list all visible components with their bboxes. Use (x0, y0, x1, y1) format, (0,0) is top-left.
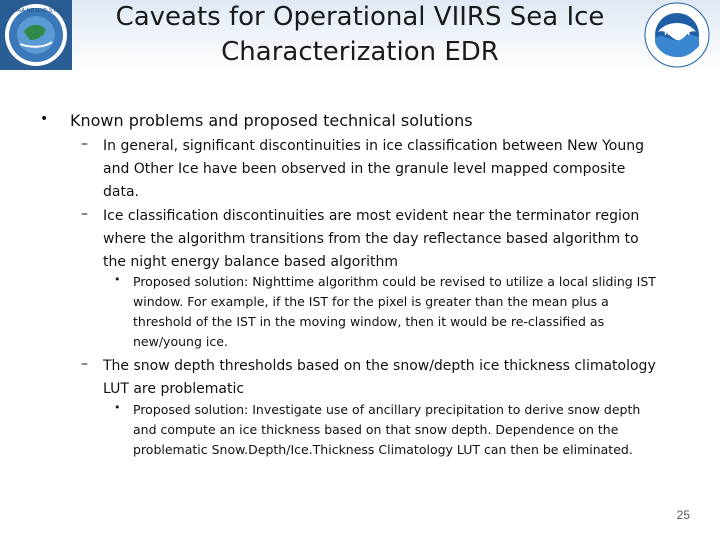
sub-bullet-dot: • (114, 273, 121, 286)
item-1-line: In general, significant discontinuities in ice classification between New Young (103, 138, 644, 154)
item-3-line: LUT are problematic (103, 381, 245, 397)
item-1-text (103, 135, 644, 204)
item-2-solution-line: new/young ice. (133, 334, 228, 349)
item-2-solution-line: window. For example, if the IST for the pixel is greater than the mean plus a (133, 294, 609, 309)
dash-marker: – (81, 356, 88, 372)
item-3-solution (133, 400, 640, 460)
item-2-line: Ice classification discontinuities are most evident near the terminator region (103, 208, 640, 224)
noaa-logo-text: NOAA (664, 28, 690, 37)
item-2-line: the night energy balance based algorithm (103, 254, 398, 270)
dash-marker: – (81, 136, 88, 152)
item-2-text (103, 205, 639, 274)
item-2-solution-line: threshold of the IST in the moving window, then it would be re-classified as (133, 314, 605, 329)
bullet-dot: • (40, 111, 49, 127)
item-3-line: The snow depth thresholds based on the snow/depth ice thickness climatology (103, 358, 656, 374)
item-3-solution-line: Proposed solution: Investigate use of ancillary precipitation to derive snow depth (133, 402, 641, 417)
item-3-solution-line: problematic Snow.Depth/Ice.Thickness Climatology LUT can then be eliminated. (133, 442, 633, 457)
item-3-text (103, 355, 656, 401)
sub-bullet-dot: • (114, 401, 121, 414)
dash-marker: – (81, 206, 88, 222)
page-number: 25 (676, 508, 690, 522)
item-2-solution-line: Proposed solution: Nighttime algorithm could be revised to utilize a local sliding IST (133, 274, 656, 289)
item-3-solution-line: and compute an ice thickness based on that snow depth. Dependence on the (133, 422, 619, 437)
item-1-line: and Other Ice have been observed in the granule level mapped composite (103, 161, 626, 177)
item-2-line: where the algorithm transitions from the day reflectance based algorithm to (103, 231, 639, 247)
title-line-2: Characterization EDR (221, 37, 499, 67)
item-1-line: data. (103, 184, 139, 200)
left-logo-text: NOAA NESDIS STAR (9, 8, 63, 14)
main-bullet: Known problems and proposed technical solutions (70, 111, 473, 130)
item-2-solution (133, 272, 656, 352)
title-line-1: Caveats for Operational VIIRS Sea Ice (115, 2, 605, 32)
